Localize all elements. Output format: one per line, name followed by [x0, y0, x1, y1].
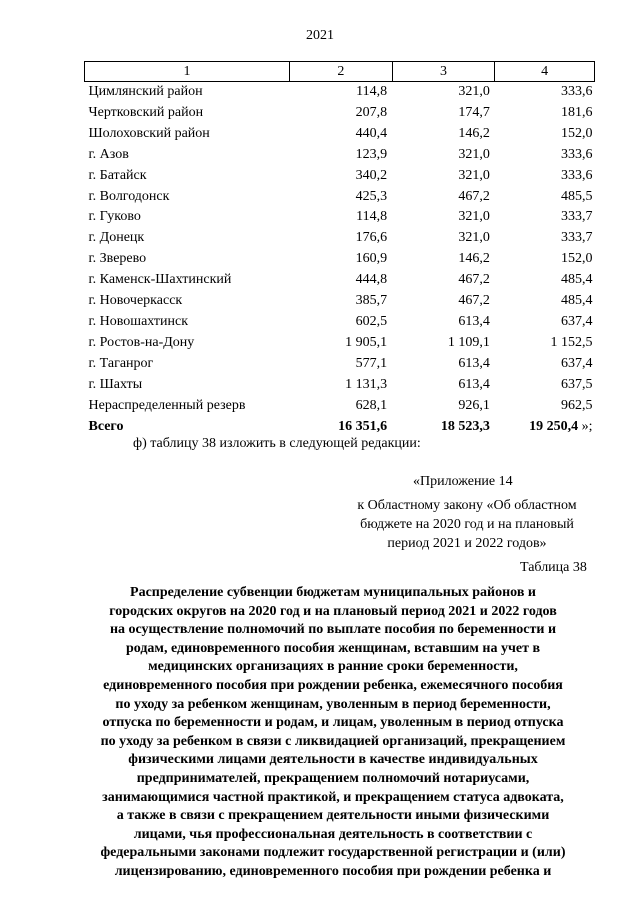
table-header-row: [85, 62, 595, 82]
total-col-3: 18 523,3: [440, 418, 490, 434]
value-col-3: 321,0: [458, 167, 490, 183]
municipality-name: Шолоховский район: [88, 125, 210, 141]
value-col-2: 1 131,3: [345, 376, 388, 392]
municipality-name: г. Каменск-Шахтинский: [88, 272, 232, 288]
value-col-2: 602,5: [355, 313, 388, 329]
appendix-law-reference: [336, 496, 598, 553]
value-col-2: 340,2: [355, 167, 388, 183]
heading-line: а также в связи с прекращением деятельности иными физическими: [116, 808, 550, 824]
value-col-3: 613,4: [458, 313, 490, 329]
municipality-name: г. Донецк: [88, 230, 145, 246]
heading-line: Распределение субвенции бюджетам муниципальных районов и: [130, 585, 536, 600]
value-col-2: 207,8: [355, 104, 388, 120]
value-col-3: 613,4: [458, 355, 490, 371]
municipality-name: г. Зверево: [88, 251, 147, 267]
table-row: [85, 103, 595, 124]
value-col-3: 321,0: [458, 146, 490, 162]
value-col-4: 181,6: [561, 104, 593, 120]
value-col-2: 123,9: [355, 146, 388, 162]
table-row: [85, 354, 595, 375]
value-col-2: 444,8: [355, 272, 388, 288]
municipality-name: Цимлянский район: [88, 84, 203, 99]
value-col-3: 321,0: [458, 84, 490, 99]
heading-line: по уходу за ребенком женщинам, уволенным в период беременности,: [115, 696, 551, 712]
municipality-name: Чертковский район: [88, 104, 204, 120]
value-col-4: 485,4: [561, 272, 593, 288]
value-col-4: 485,4: [561, 293, 593, 309]
table-row: [85, 145, 595, 166]
municipality-name: г. Шахты: [88, 376, 143, 392]
table-row: [85, 166, 595, 187]
value-col-3: 321,0: [458, 230, 490, 246]
appendix-law-line: бюджете на 2020 год и на плановый: [360, 517, 574, 532]
value-col-2: 1 905,1: [345, 334, 388, 350]
value-col-4: 152,0: [561, 125, 593, 141]
value-col-2: 425,3: [355, 188, 388, 204]
subvention-table: [84, 61, 595, 437]
heading-line: предпринимателей, прекращением полномочий нотариусами,: [136, 770, 530, 786]
appendix-law-line: период 2021 и 2022 годов»: [387, 536, 547, 551]
total-label: Всего: [88, 418, 124, 434]
heading-line: городских округов на 2020 год и на плановый период 2021 и 2022 годов: [109, 603, 557, 619]
table-row: [85, 333, 595, 354]
total-col-4-value: 19 250,4: [529, 418, 579, 434]
table-number: Таблица 38: [520, 560, 587, 575]
municipality-name: г. Азов: [88, 146, 129, 162]
table-row: [85, 124, 595, 145]
heading-line: родам, единовременного пособия женщинам, вставшим на учет в: [125, 640, 541, 656]
value-col-3: 467,2: [458, 272, 490, 288]
municipality-name: г. Новочеркасск: [88, 293, 183, 309]
heading-line: по уходу за ребенком в связи с ликвидацией организаций, прекращением: [100, 733, 566, 749]
heading-line: лицензированию, единовременного пособия при рождении ребенка и: [114, 863, 552, 879]
value-col-2: 160,9: [355, 251, 388, 267]
value-col-3: 146,2: [458, 251, 490, 267]
table-heading: [58, 584, 608, 882]
total-col-2: 16 351,6: [338, 418, 388, 434]
value-col-4: 333,7: [561, 209, 593, 225]
heading-line: отпуска по беременности и родам, и лицам, уволенным в период отпуска: [102, 715, 564, 731]
value-col-3: 613,4: [458, 376, 490, 392]
value-col-3: 321,0: [458, 209, 490, 225]
column-header: 1: [85, 62, 290, 82]
appendix-title: «Приложение 14: [413, 474, 513, 489]
heading-line: занимающимися частной практикой, и прекращением статуса адвоката,: [102, 789, 564, 805]
value-col-2: 176,6: [355, 230, 388, 246]
column-header: 3: [392, 62, 495, 82]
municipality-name: г. Новошахтинск: [88, 313, 189, 329]
closing-quote: »;: [578, 418, 593, 434]
value-col-2: 628,1: [355, 397, 388, 413]
value-col-4: 637,5: [561, 376, 593, 392]
value-col-4: 637,4: [561, 313, 593, 329]
value-col-4: 333,6: [561, 167, 593, 183]
table-row: [85, 312, 595, 333]
value-col-4: 962,5: [561, 397, 593, 413]
value-col-2: 440,4: [355, 125, 388, 141]
value-col-4: 333,7: [561, 230, 593, 246]
municipality-name: г. Батайск: [88, 167, 147, 183]
value-col-4: 1 152,5: [550, 334, 593, 350]
value-col-4: 152,0: [561, 251, 593, 267]
value-col-2: 114,8: [356, 84, 388, 99]
table-row: [85, 396, 595, 417]
heading-line: лицами, чья профессиональная деятельность в соответствии с: [133, 826, 533, 842]
value-col-3: 174,7: [458, 104, 490, 120]
table-row: [85, 291, 595, 312]
total-col-4: [495, 417, 595, 438]
value-col-3: 467,2: [458, 188, 490, 204]
municipality-name: г. Гуково: [88, 209, 141, 225]
municipality-name: г. Волгодонск: [88, 188, 170, 204]
value-col-3: 467,2: [458, 293, 490, 309]
table-row: [85, 207, 595, 228]
heading-line: медицинских организациях в ранние сроки беременности,: [148, 659, 518, 675]
municipality-name: Нераспределенный резерв: [88, 397, 246, 413]
value-col-2: 114,8: [356, 209, 388, 225]
heading-line: физическими лицами деятельности в качестве индивидуальных: [128, 752, 538, 768]
value-col-4: 333,6: [561, 84, 593, 99]
page-number: 2021: [306, 28, 334, 43]
appendix-law-line: к Областному закону «Об областном: [357, 498, 577, 513]
municipality-name: г. Таганрог: [88, 355, 154, 371]
table-row: [85, 228, 595, 249]
table-row: [85, 375, 595, 396]
value-col-2: 577,1: [355, 355, 388, 371]
heading-line: на осуществление полномочий по выплате пособия по беременности и: [109, 622, 557, 638]
table-row: [85, 82, 595, 103]
table-row: [85, 249, 595, 270]
column-header: 4: [495, 62, 595, 82]
value-col-2: 385,7: [355, 293, 388, 309]
heading-line: федеральными законами подлежит государственной регистрации и (или): [100, 845, 566, 861]
value-col-3: 1 109,1: [447, 334, 490, 350]
value-col-4: 333,6: [561, 146, 593, 162]
table-row: [85, 187, 595, 208]
total-row: [85, 417, 595, 438]
value-col-4: 485,5: [561, 188, 593, 204]
column-header: 2: [289, 62, 392, 82]
table-row: [85, 270, 595, 291]
value-col-3: 146,2: [458, 125, 490, 141]
value-col-3: 926,1: [458, 397, 490, 413]
heading-line: единовременного пособия при рождении ребенка, ежемесячного пособия: [103, 677, 563, 693]
municipality-name: г. Ростов-на-Дону: [88, 334, 195, 350]
value-col-4: 637,4: [561, 355, 593, 371]
amendment-paragraph: ф) таблицу 38 изложить в следующей редакции:: [133, 436, 421, 451]
